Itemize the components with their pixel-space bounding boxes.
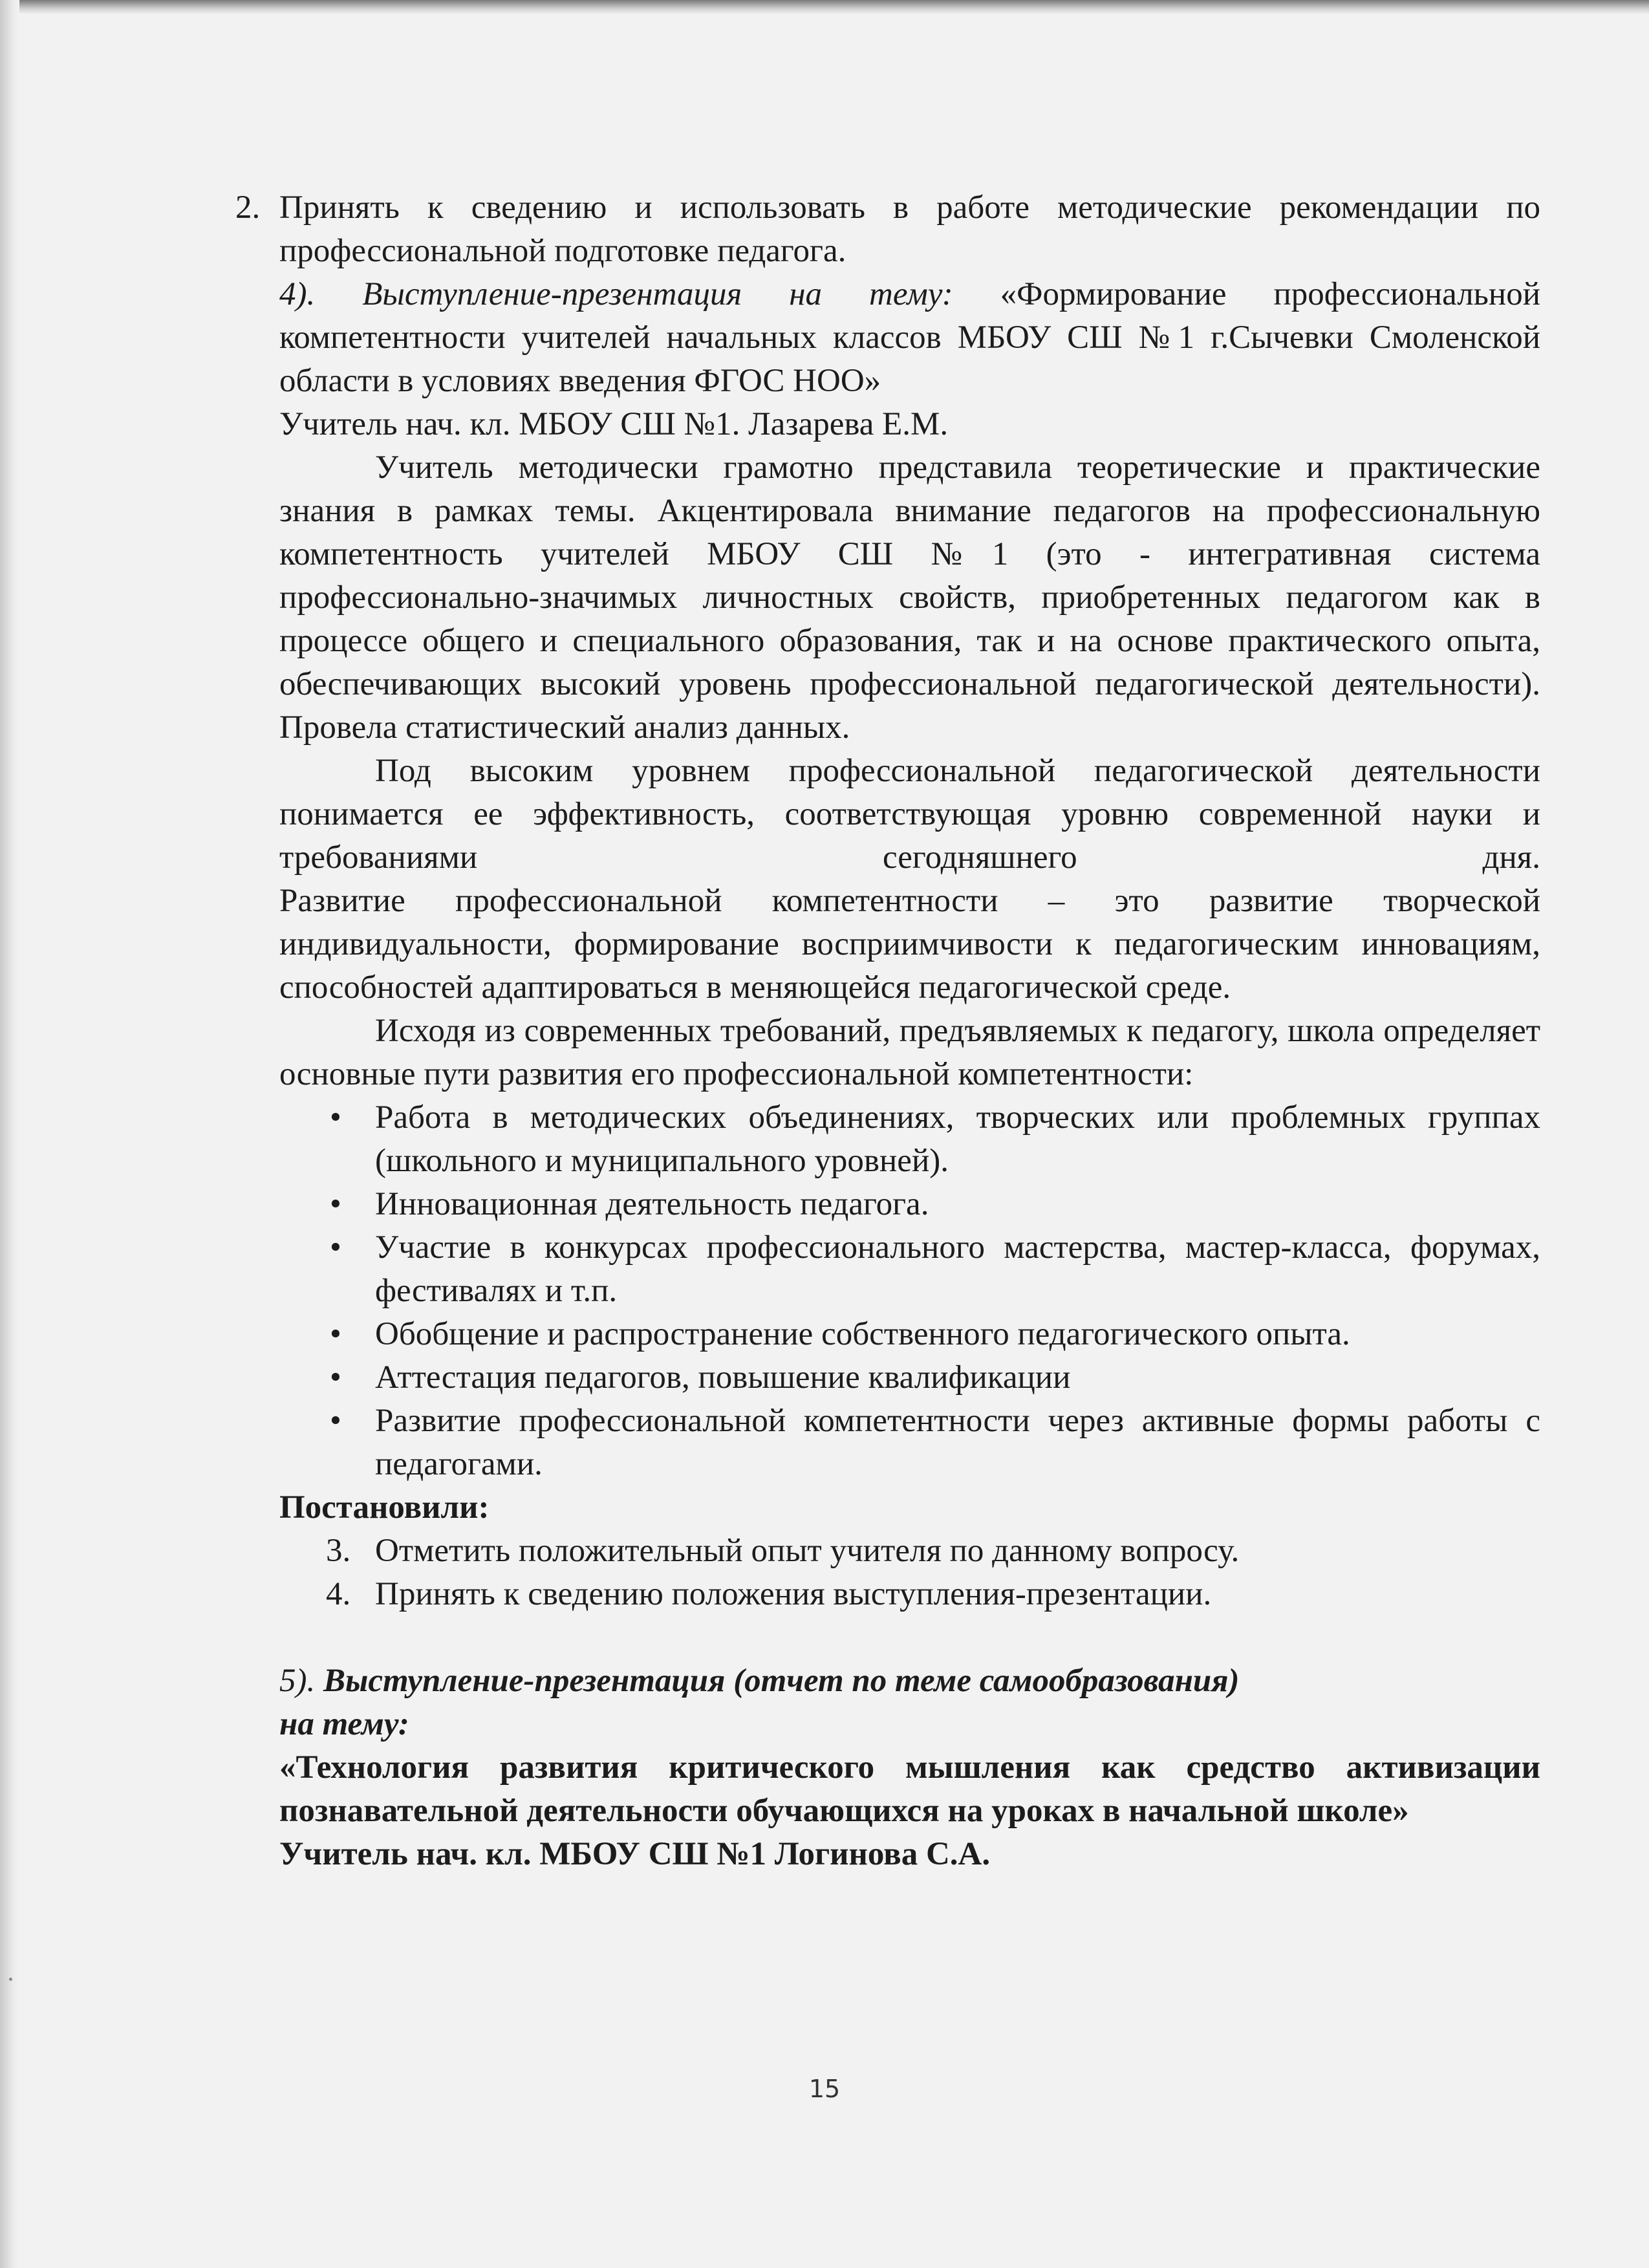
- decision-number: 4.: [326, 1576, 351, 1612]
- page-number: 15: [808, 2075, 841, 2103]
- section-5-topic: «Технология развития критического мышления как средство активизации познавательной деятельности обучающихся на уроках в начальной школе»: [279, 1749, 1540, 1829]
- section-4-lead: 4). Выступление-презентация на тему:: [279, 276, 953, 312]
- scan-shadow-top: [0, 0, 1649, 14]
- section-4-paragraph-2b: Развитие профессиональной компетентности – это развитие творческой индивидуальности, формирование восприимчивости к педагогическим инновациям, способностей адаптироваться в меняющейся педагогической среде.: [279, 883, 1540, 1006]
- section-spacer: [279, 1616, 1540, 1659]
- list-item: [279, 1226, 1540, 1313]
- section-4-speaker: Учитель нач. кл. МБОУ СШ №1. Лазарева Е.М.: [279, 406, 949, 442]
- bullet-icon: •: [330, 1359, 341, 1396]
- decisions-list: [279, 1529, 1540, 1616]
- section-5-speaker: Учитель нач. кл. МБОУ СШ №1 Логинова С.А.: [279, 1836, 991, 1872]
- item-number: 2.: [235, 189, 261, 226]
- section-5-number: 5).: [279, 1663, 316, 1699]
- decision-number: 3.: [326, 1533, 351, 1569]
- bullet-icon: •: [330, 1186, 341, 1222]
- section-5-heading: [279, 1659, 1540, 1703]
- bullet-icon: •: [330, 1099, 341, 1136]
- section-4-paragraph-2a: Под высоким уровнем профессиональной педагогической деятельности понимается ее эффективность, соответствующая уровню современной науки и требованиями сегодняшнего дня.: [279, 753, 1540, 876]
- section-4-paragraph-3: Исходя из современных требований, предъявляемых к педагогу, школа определяет основные пути развития его профессиональной компетентности:: [279, 1013, 1540, 1092]
- section-4-topic: «Формирование профессиональной компетентности учителей начальных классов МБОУ СШ №1 г.Сычевки Смоленской области в условиях введения ФГОС НОО»: [279, 276, 1540, 399]
- scan-speck: [9, 1978, 12, 1981]
- list-item-text: Аттестация педагогов, повышение квалификации: [375, 1359, 1071, 1396]
- item-text: Принять к сведению и использовать в работе методические рекомендации по профессиональной подготовке педагога.: [279, 189, 1540, 269]
- section-4-heading: [279, 273, 1540, 403]
- development-paths-list: [279, 1096, 1540, 1486]
- decision-item: [279, 1529, 1540, 1573]
- list-item: [279, 1356, 1540, 1399]
- section-5-title-line-2: на тему:: [279, 1706, 409, 1742]
- list-item: [279, 1096, 1540, 1183]
- list-item: [279, 1313, 1540, 1356]
- scan-shadow-left: [0, 0, 19, 2268]
- document-body: [235, 186, 1540, 1876]
- list-item: [279, 1399, 1540, 1486]
- list-item-text: Работа в методических объединениях, творческих или проблемных группах (школьного и муниципального уровней).: [375, 1099, 1540, 1179]
- bullet-icon: •: [330, 1403, 341, 1439]
- section-5-title: Выступление-презентация (отчет по теме самообразования): [315, 1663, 1240, 1699]
- bullet-icon: •: [330, 1316, 341, 1352]
- decision-text: Отметить положительный опыт учителя по данному вопросу.: [375, 1533, 1240, 1569]
- list-item-text: Обобщение и распространение собственного педагогического опыта.: [375, 1316, 1350, 1352]
- decision-item: [279, 1573, 1540, 1616]
- list-item-text: Участие в конкурсах профессионального мастерства, мастер-класса, форумах, фестивалях и т.п.: [375, 1229, 1540, 1309]
- section-4-paragraph-1: Учитель методически грамотно представила теоретические и практические знания в рамках темы. Акцентировала внимание педагогов на профессиональную компетентность учителей МБОУ СШ №1 (это - интегративная система профессионально-значимых личностных свойств, приобретенных педагогом как в процессе общего и специального образования, так и на основе практического опыта, обеспечивающих высокий уровень профессиональной педагогической деятельности). Провела статистический анализ данных.: [279, 449, 1540, 746]
- decision-text: Принять к сведению положения выступления-презентации.: [375, 1576, 1212, 1612]
- bullet-icon: •: [330, 1229, 341, 1266]
- numbered-item-2: [235, 186, 1540, 273]
- list-item-text: Развитие профессиональной компетентности через активные формы работы с педагогами.: [375, 1403, 1540, 1482]
- resolved-heading: Постановили:: [279, 1489, 490, 1526]
- list-item: [279, 1183, 1540, 1226]
- list-item-text: Инновационная деятельность педагога.: [375, 1186, 929, 1222]
